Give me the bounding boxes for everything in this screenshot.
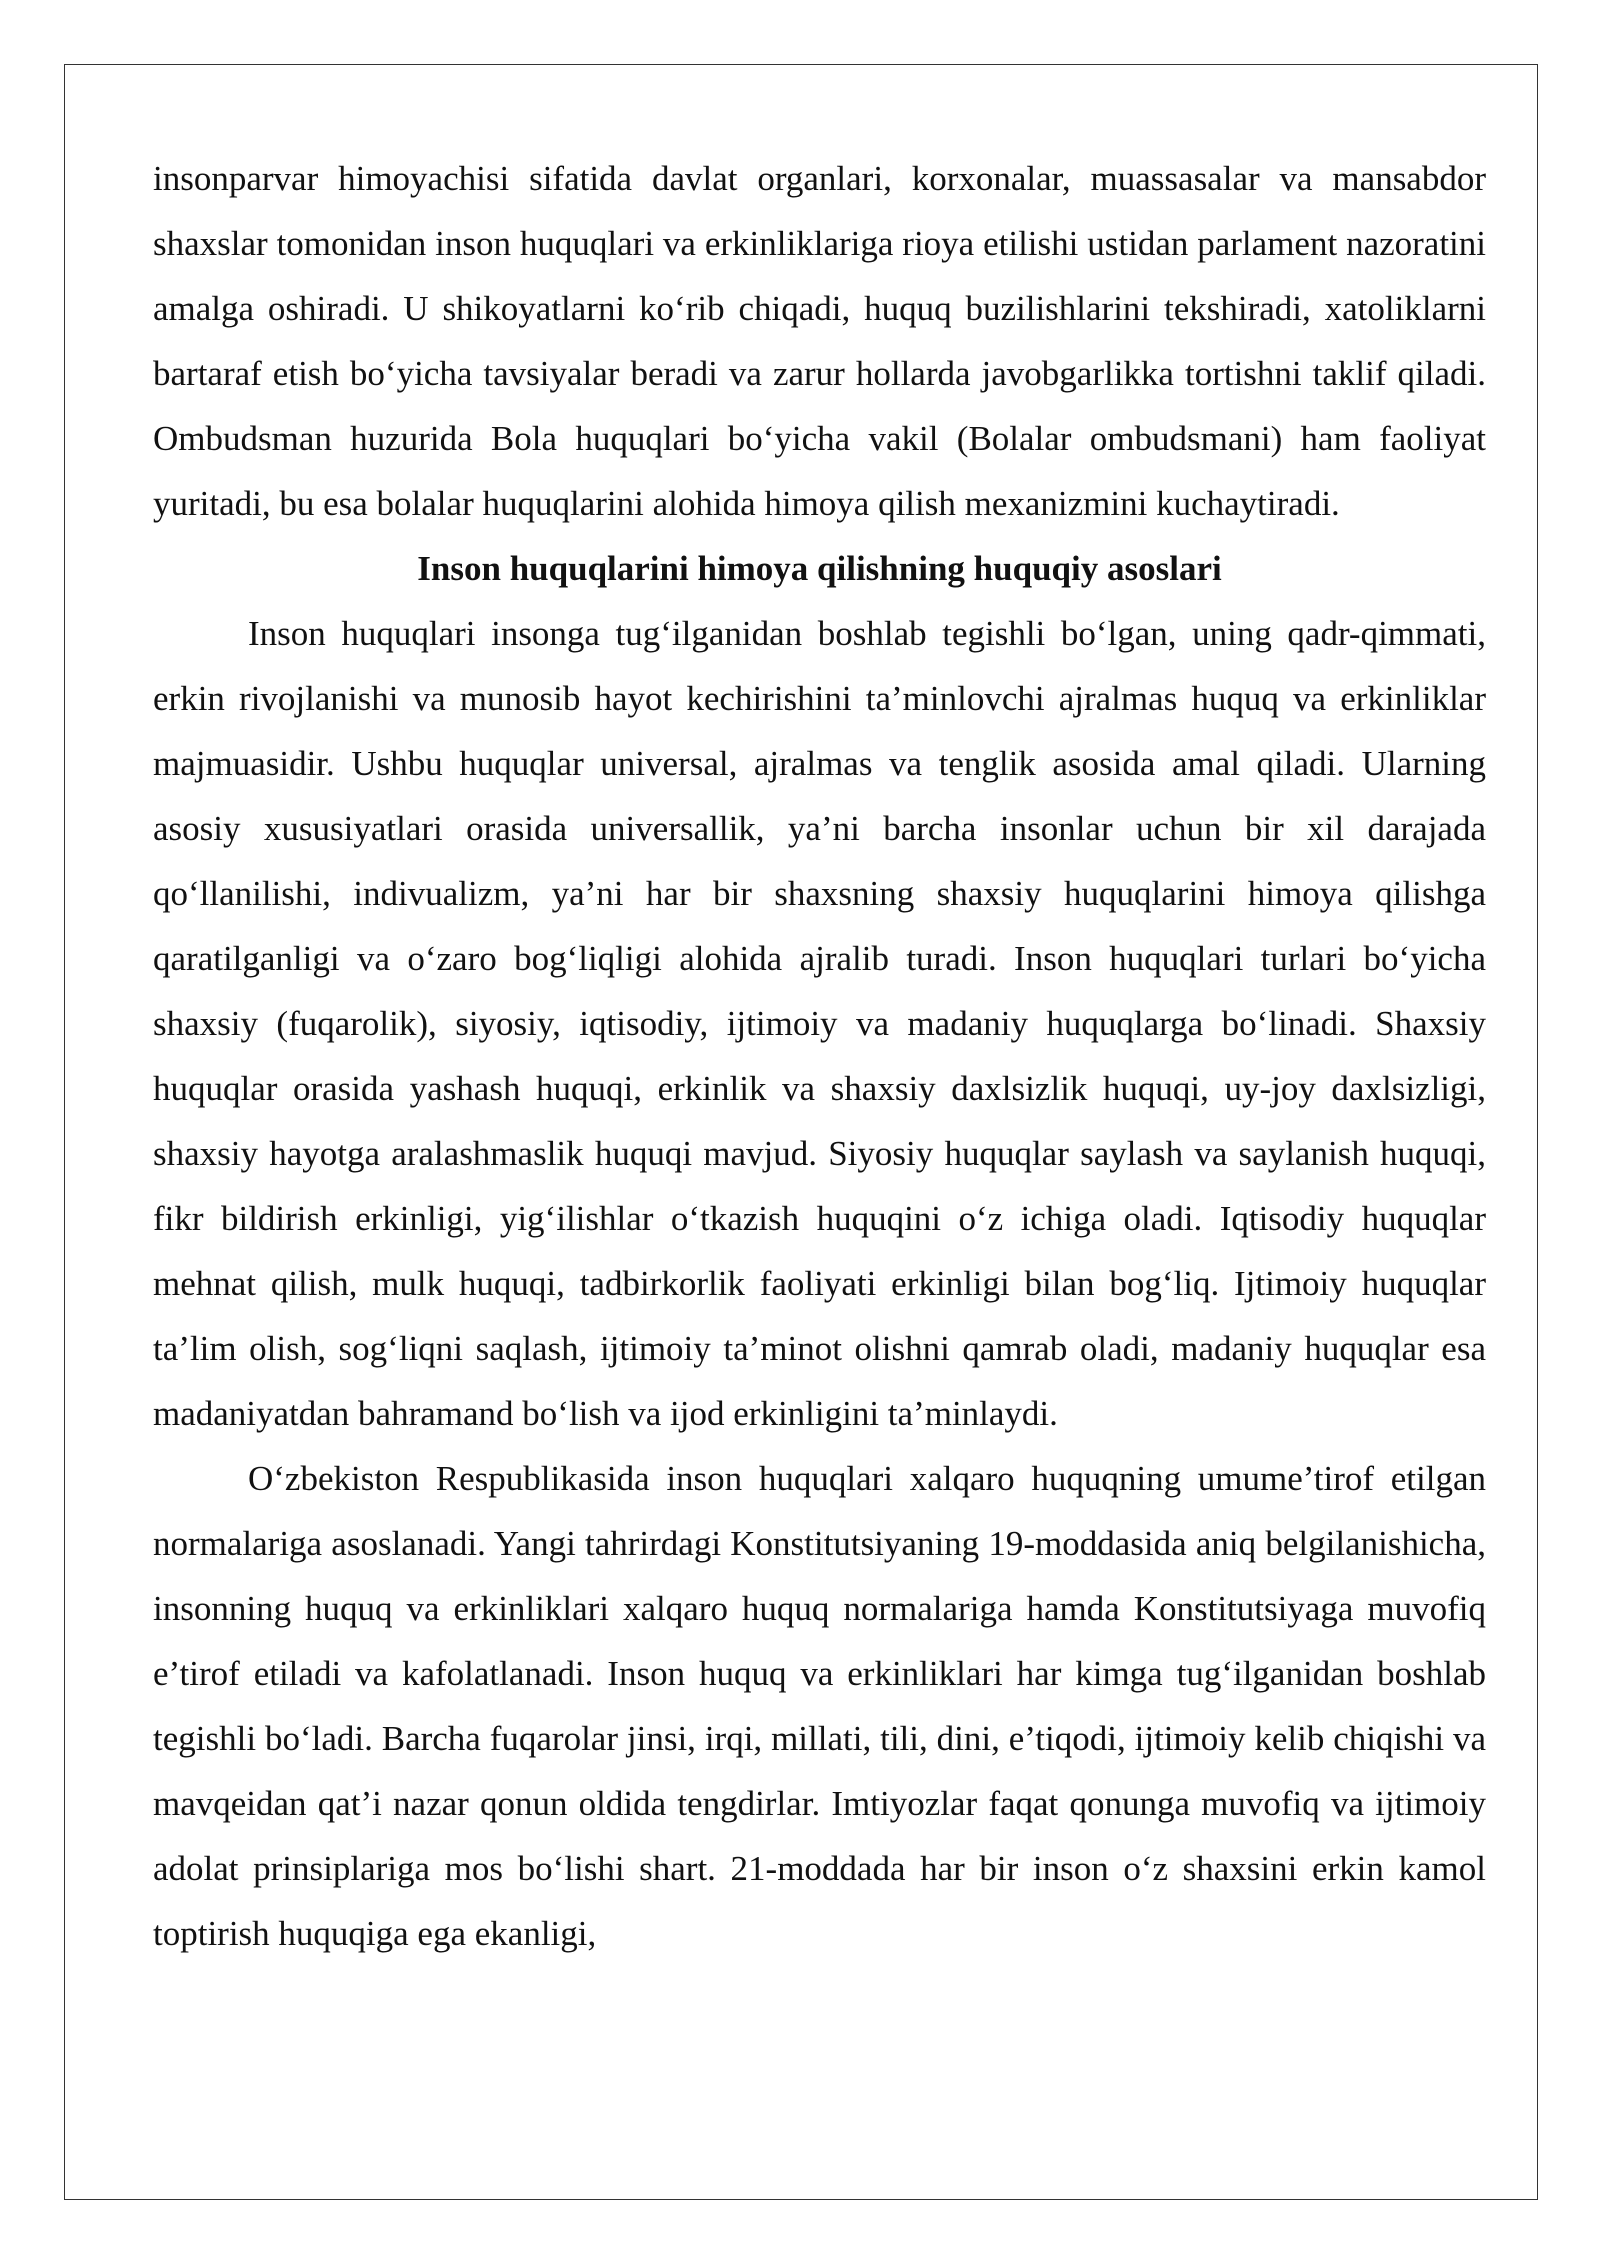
section-heading: Inson huquqlarini himoya qilishning huquqiy asoslari <box>417 549 1222 588</box>
document-body <box>153 146 1486 1966</box>
paragraph-continuation: insonparvar himoyachisi sifatida davlat organlari, korxonalar, muassasalar va mansabdor shaxslar tomonidan inson huquqlari va erkinliklariga rioya etilishi ustidan parlament nazoratini amalga oshiradi. U shikoyatlarni ko‘rib chiqadi, huquq buzilishlarini tekshiradi, xatoliklarni bartaraf etish bo‘yicha tavsiyalar beradi va zarur hollarda javobgarlikka tortishni taklif qiladi. Ombudsman huzurida Bola huquqlari bo‘yicha vakil (Bolalar ombudsmani) ham faoliyat yuritadi, bu esa bolalar huquqlarini alohida himoya qilish mexanizmini kuchaytiradi. <box>153 159 1486 523</box>
paragraph-constitution: O‘zbekiston Respublikasida inson huquqlari xalqaro huquqning umume’tirof etilgan normalariga asoslanadi. Yangi tahrirdagi Konstitutsiyaning 19-moddasida aniq belgilanishicha, insonning huquq va erkinliklari xalqaro huquq normalariga hamda Konstitutsiyaga muvofiq e’tirof etiladi va kafolatlanadi. Inson huquq va erkinliklari har kimga tug‘ilganidan boshlab tegishli bo‘ladi. Barcha fuqarolar jinsi, irqi, millati, tili, dini, e’tiqodi, ijtimoiy kelib chiqishi va mavqeidan qat’i nazar qonun oldida tengdirlar. Imtiyozlar faqat qonunga muvofiq va ijtimoiy adolat prinsiplariga mos bo‘lishi shart. 21-moddada har bir inson o‘z shaxsini erkin kamol toptirish huquqiga ega ekanligi, <box>153 1459 1486 1953</box>
paragraph-human-rights-types: Inson huquqlari insonga tug‘ilganidan boshlab tegishli bo‘lgan, uning qadr-qimmati, erkin rivojlanishi va munosib hayot kechirishini ta’minlovchi ajralmas huquq va erkinliklar majmuasidir. Ushbu huquqlar universal, ajralmas va tenglik asosida amal qiladi. Ularning asosiy xususiyatlari orasida universallik, ya’ni barcha insonlar uchun bir xil darajada qo‘llanilishi, indivualizm, ya’ni har bir shaxsning shaxsiy huquqlarini himoya qilishga qaratilganligi va o‘zaro bog‘liqligi alohida ajralib turadi. Inson huquqlari turlari bo‘yicha shaxsiy (fuqarolik), siyosiy, iqtisodiy, ijtimoiy va madaniy huquqlarga bo‘linadi. Shaxsiy huquqlar orasida yashash huquqi, erkinlik va shaxsiy daxlsizlik huquqi, uy-joy daxlsizligi, shaxsiy hayotga aralashmaslik huquqi mavjud. Siyosiy huquqlar saylash va saylanish huquqi, fikr bildirish erkinligi, yig‘ilishlar o‘tkazish huquqini o‘z ichiga oladi. Iqtisodiy huquqlar mehnat qilish, mulk huquqi, tadbirkorlik faoliyati erkinligi bilan bog‘liq. Ijtimoiy huquqlar ta’lim olish, sog‘liqni saqlash, ijtimoiy ta’minot olishni qamrab oladi, madaniy huquqlar esa madaniyatdan bahramand bo‘lish va ijod erkinligini ta’minlaydi. <box>153 614 1486 1433</box>
